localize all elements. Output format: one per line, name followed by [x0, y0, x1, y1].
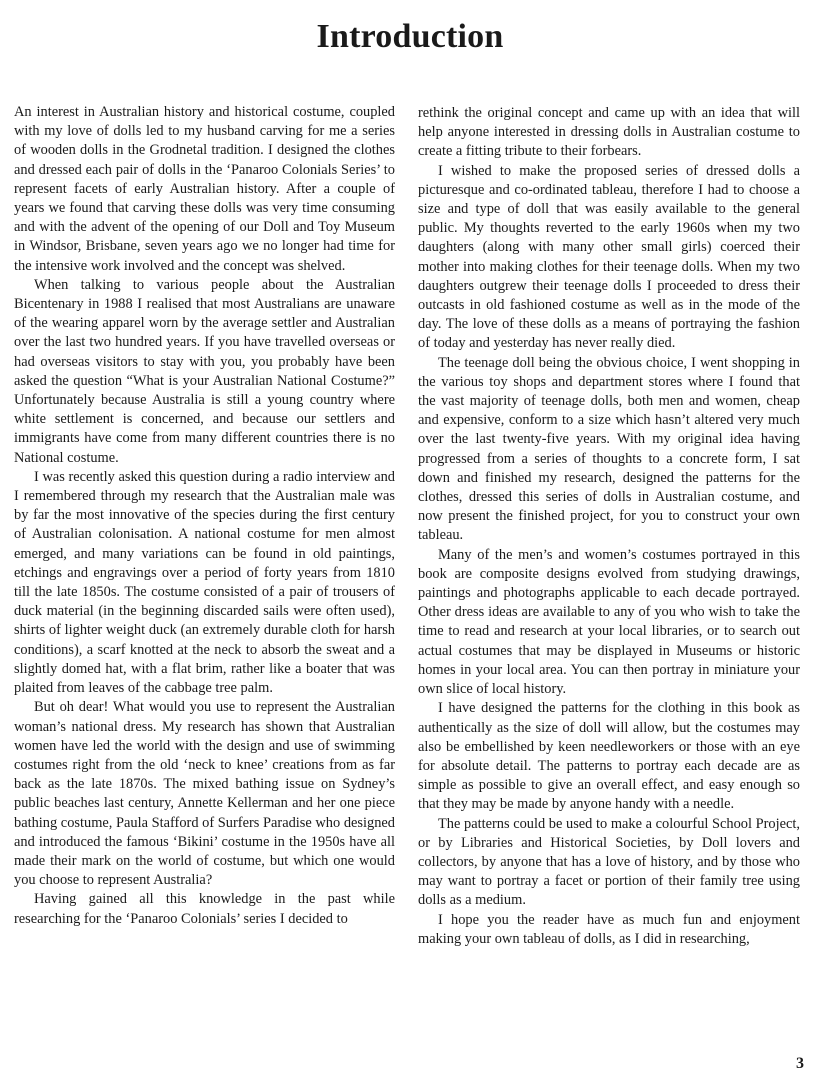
- paragraph: Many of the men’s and women’s costumes portrayed in this book are composite designs evolved from studying drawings, paintings and photographs applicable to each decade portrayed. Other dress ideas are available to any of you who wish to take the time to read and research at your local libraries, or to search out actual costumes that may be displayed in Museums or historic homes in your local area. You can then portray in miniature your own slice of local history.: [418, 546, 800, 698]
- left-column: [14, 103, 395, 1043]
- page-number: 3: [796, 1055, 804, 1072]
- page-title: Introduction: [316, 18, 504, 55]
- paragraph: I was recently asked this question during a radio interview and I remembered through my research that the Australian male was by far the most innovative of the species during the first century of Australian colonisation. A national costume for men almost emerged, and many variations can be found in old paintings, etchings and engravings over a period of forty years from 1810 till the late 1850s. The costume consisted of a pair of trousers of duck material (in the beginning discarded sails were often used), shirts of lighter weight duck (an extremely durable cloth for harsh conditions), a scarf knotted at the neck to absorb the sweat and a slightly domed hat, with a flat brim, rather like a boater that was plaited from leaves of the cabbage tree palm.: [14, 468, 395, 697]
- paragraph: When talking to various people about the Australian Bicentenary in 1988 I realised that most Australians are unaware of the wearing apparel worn by the average settler and Australian over the last two hundred years. If you have travelled overseas or had overseas visitors to stay with you, you probably have been asked the question “What is your Australian National Costume?” Unfortunately because Australia is still a young country where white settlement is concerned, and because our settlers and immigrants have come from many different countries there is no National costume.: [14, 276, 395, 466]
- paragraph: rethink the original concept and came up with an idea that will help anyone interested in dressing dolls in Australian costume to create a fitting tribute to their forbears.: [418, 105, 800, 160]
- paragraph: I wished to make the proposed series of dressed dolls a picturesque and co-ordinated tableau, therefore I had to choose a size and type of doll that was easily available to the general public. My thoughts reverted to the early 1960s when my two daughters (along with many other small girls) coerced their mother into making clothes for their teenage dolls. When my two daughters outgrew their teenage dolls I proceeded to dress their outcasts in old fashioned costume as well as in the mode of the day. The love of these dolls as a means of portraying the fashion of today and yesterday has never really died.: [418, 162, 800, 352]
- paragraph: I have designed the patterns for the clothing in this book as authentically as the size of doll will allow, but the costumes may also be embellished by keen needleworkers or those with an eye for absolute detail. The patterns to portray each decade are as simple as possible to give an overall effect, and easy enough so that they may be made by anyone handy with a needle.: [418, 700, 800, 813]
- paragraph: But oh dear! What would you use to represent the Australian woman’s national dress. My research has shown that Australian women have led the world with the design and use of swimming costumes right from the old ‘neck to knee’ creations from as far back as the late 1870s. The mixed bathing issue on Sydney’s public beaches last century, Annette Kellerman and her one piece bathing costume, Paula Stafford of Surfers Paradise who designed and introduced the famous ‘Bikini’ costume in the 1950s have all made their mark on the world of costume, but which one would you choose to represent Australia?: [14, 699, 395, 889]
- paragraph: Having gained all this knowledge in the past while researching for the ‘Panaroo Colonials’ series I decided to: [14, 891, 395, 927]
- right-column: [418, 104, 800, 1044]
- paragraph: I hope you the reader have as much fun and enjoyment making your own tableau of dolls, as I did in researching,: [418, 911, 800, 947]
- paragraph: The teenage doll being the obvious choice, I went shopping in the various toy shops and department stores where I found that the vast majority of teenage dolls, both men and women, cheap and expensive, conform to a size which hasn’t altered very much over the last twenty-five years. With my original idea having progressed from a series of thoughts to a concrete form, I sat down and finished my research, designed the patterns for the clothes, dressed this series of dolls in Australian costume, and now present the finished project, for you to construct your own tableau.: [418, 354, 800, 544]
- paragraph: An interest in Australian history and historical costume, coupled with my love of dolls led to my husband carving for me a series of wooden dolls in the Grodnetal tradition. I designed the clothes and dressed each pair of dolls in the ‘Panaroo Colonials Series’ to represent facets of early Australian history. After a couple of years we found that carving these dolls was very time consuming and with the advent of the opening of our Doll and Toy Museum in Windsor, Brisbane, seven years ago we no longer had time for the intensive work involved and the concept was shelved.: [14, 104, 395, 274]
- paragraph: The patterns could be used to make a colourful School Project, or by Libraries and Historical Societies, by Doll lovers and collectors, by anyone that has a love of history, and by those who may want to portray a facet or portion of their family tree using dolls as a medium.: [418, 815, 800, 909]
